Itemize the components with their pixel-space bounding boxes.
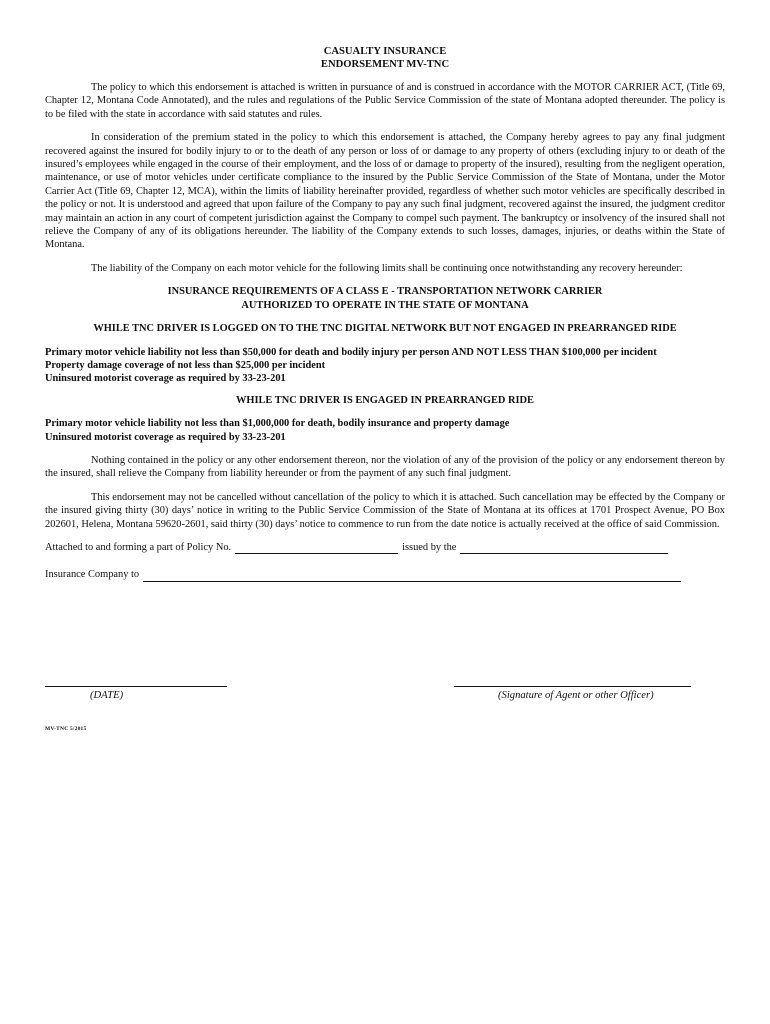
endorsement-document <box>45 46 725 582</box>
requirements-heading <box>45 285 725 312</box>
paragraph-consideration: In consideration of the premium stated in the policy to which this endorsement is attached, the Company hereby agrees to pay any final judgment recovered against the insured for bodily injury to or to the death of any person or loss of or damage to any property of others (excluding injury to or death of the insured’s employees while engaged in the course of their employment, and the loss of or damage to property of the insured), resulting from the negligent operation, maintenance, or use of motor vehicles under certificate compliance to the insured by the Public Service Commission of the State of Montana, under the Motor Carrier Act (Title 69, Chapter 12, MCA), within the limits of liability hereinafter provided, regardless of whether such motor vehicles are specifically described in the policy or not. It is understood and agreed that upon failure of the Company to pay any such final judgment, recovered against the insured, the judgment creditor may maintain an action in any court of competent jurisdiction against the Company to compel such payment. The bankruptcy or insolvency of the insured shall not relieve the Company of any of its obligations hereunder. The liability of the Company extends to such losses, damages, injuries, or deaths within the State of Montana. <box>45 132 725 251</box>
requirement-line: Primary motor vehicle liability not less than $50,000 for death and bodily injury per person AND NOT LESS THAN $100,000 per incident <box>45 346 657 358</box>
title-line-2: ENDORSEMENT MV-TNC <box>320 58 450 70</box>
insurance-company-field[interactable] <box>143 570 681 582</box>
requirement-line: Uninsured motorist coverage as required by 33-23-201 <box>45 431 286 443</box>
policy-number-row <box>45 541 725 554</box>
date-line[interactable] <box>45 686 227 687</box>
policy-number-label: Attached to and forming a part of Policy No. <box>45 541 232 553</box>
document-title <box>45 46 725 71</box>
paragraph-policy-pursuance: The policy to which this endorsement is attached is written in pursuance of and is construed in accordance with the MOTOR CARRIER ACT, (Title 69, Chapter 12, Montana Code Annotated), and the rules and regulations of the Public Service Commission of the state of Montana adopted thereunder. The policy is to be filed with the state in accordance with said statutes and rules. <box>45 82 725 120</box>
paragraph-liability-limits: The liability of the Company on each motor vehicle for the following limits shall be continuing once notwithstanding any recovery hereunder: <box>91 262 683 274</box>
requirement-line: Property damage coverage of not less than $25,000 per incident <box>45 359 326 371</box>
insurance-company-label: Insurance Company to <box>45 569 140 581</box>
signature-line[interactable] <box>454 686 691 687</box>
paragraph-nothing-contained: Nothing contained in the policy or any other endorsement thereon, nor the violation of any of the provision of the policy or any endorsement thereon by the insured, shall relieve the Company from liability hereunder or from the payment of any such final judgment. <box>45 454 725 480</box>
requirement-line: Uninsured motorist coverage as required by 33-23-201 <box>45 373 286 385</box>
date-label: (DATE) <box>90 690 124 701</box>
engaged-heading: WHILE TNC DRIVER IS ENGAGED IN PREARRANGED RIDE <box>235 394 534 406</box>
issuer-field[interactable] <box>460 542 668 554</box>
insurance-company-row <box>45 568 725 581</box>
requirements-heading-line-1: INSURANCE REQUIREMENTS OF A CLASS E - TRANSPORTATION NETWORK CARRIER <box>167 286 603 298</box>
signature-row <box>45 686 695 716</box>
paragraph-cancellation: This endorsement may not be cancelled without cancellation of the policy to which it is attached. Such cancellation may be effected by the Company or the insured giving thirty (30) days’ notice in writing to the Public Service Commission of the State of Montana at its offices at 1701 Prospect Avenue, PO Box 202601, Helena, Montana 59620-2601, said thirty (30) days’ notice to commence to run from the date notice is actually received at the office of said Commission. <box>45 491 725 530</box>
logged-on-heading: WHILE TNC DRIVER IS LOGGED ON TO THE TNC DIGITAL NETWORK BUT NOT ENGAGED IN PREARRANGED RIDE <box>93 323 677 335</box>
requirements-heading-line-2: AUTHORIZED TO OPERATE IN THE STATE OF MONTANA <box>241 299 529 311</box>
requirement-line: Primary motor vehicle liability not less than $1,000,000 for death, bodily insurance and property damage <box>45 418 510 430</box>
form-id: MV-TNC 5/2015 <box>45 726 87 732</box>
signature-label: (Signature of Agent or other Officer) <box>498 690 654 701</box>
policy-number-field[interactable] <box>235 542 398 554</box>
engaged-requirements <box>45 417 725 444</box>
issued-by-label: issued by the <box>402 541 457 553</box>
logged-on-requirements <box>45 346 725 386</box>
title-line-1: CASUALTY INSURANCE <box>323 46 447 57</box>
